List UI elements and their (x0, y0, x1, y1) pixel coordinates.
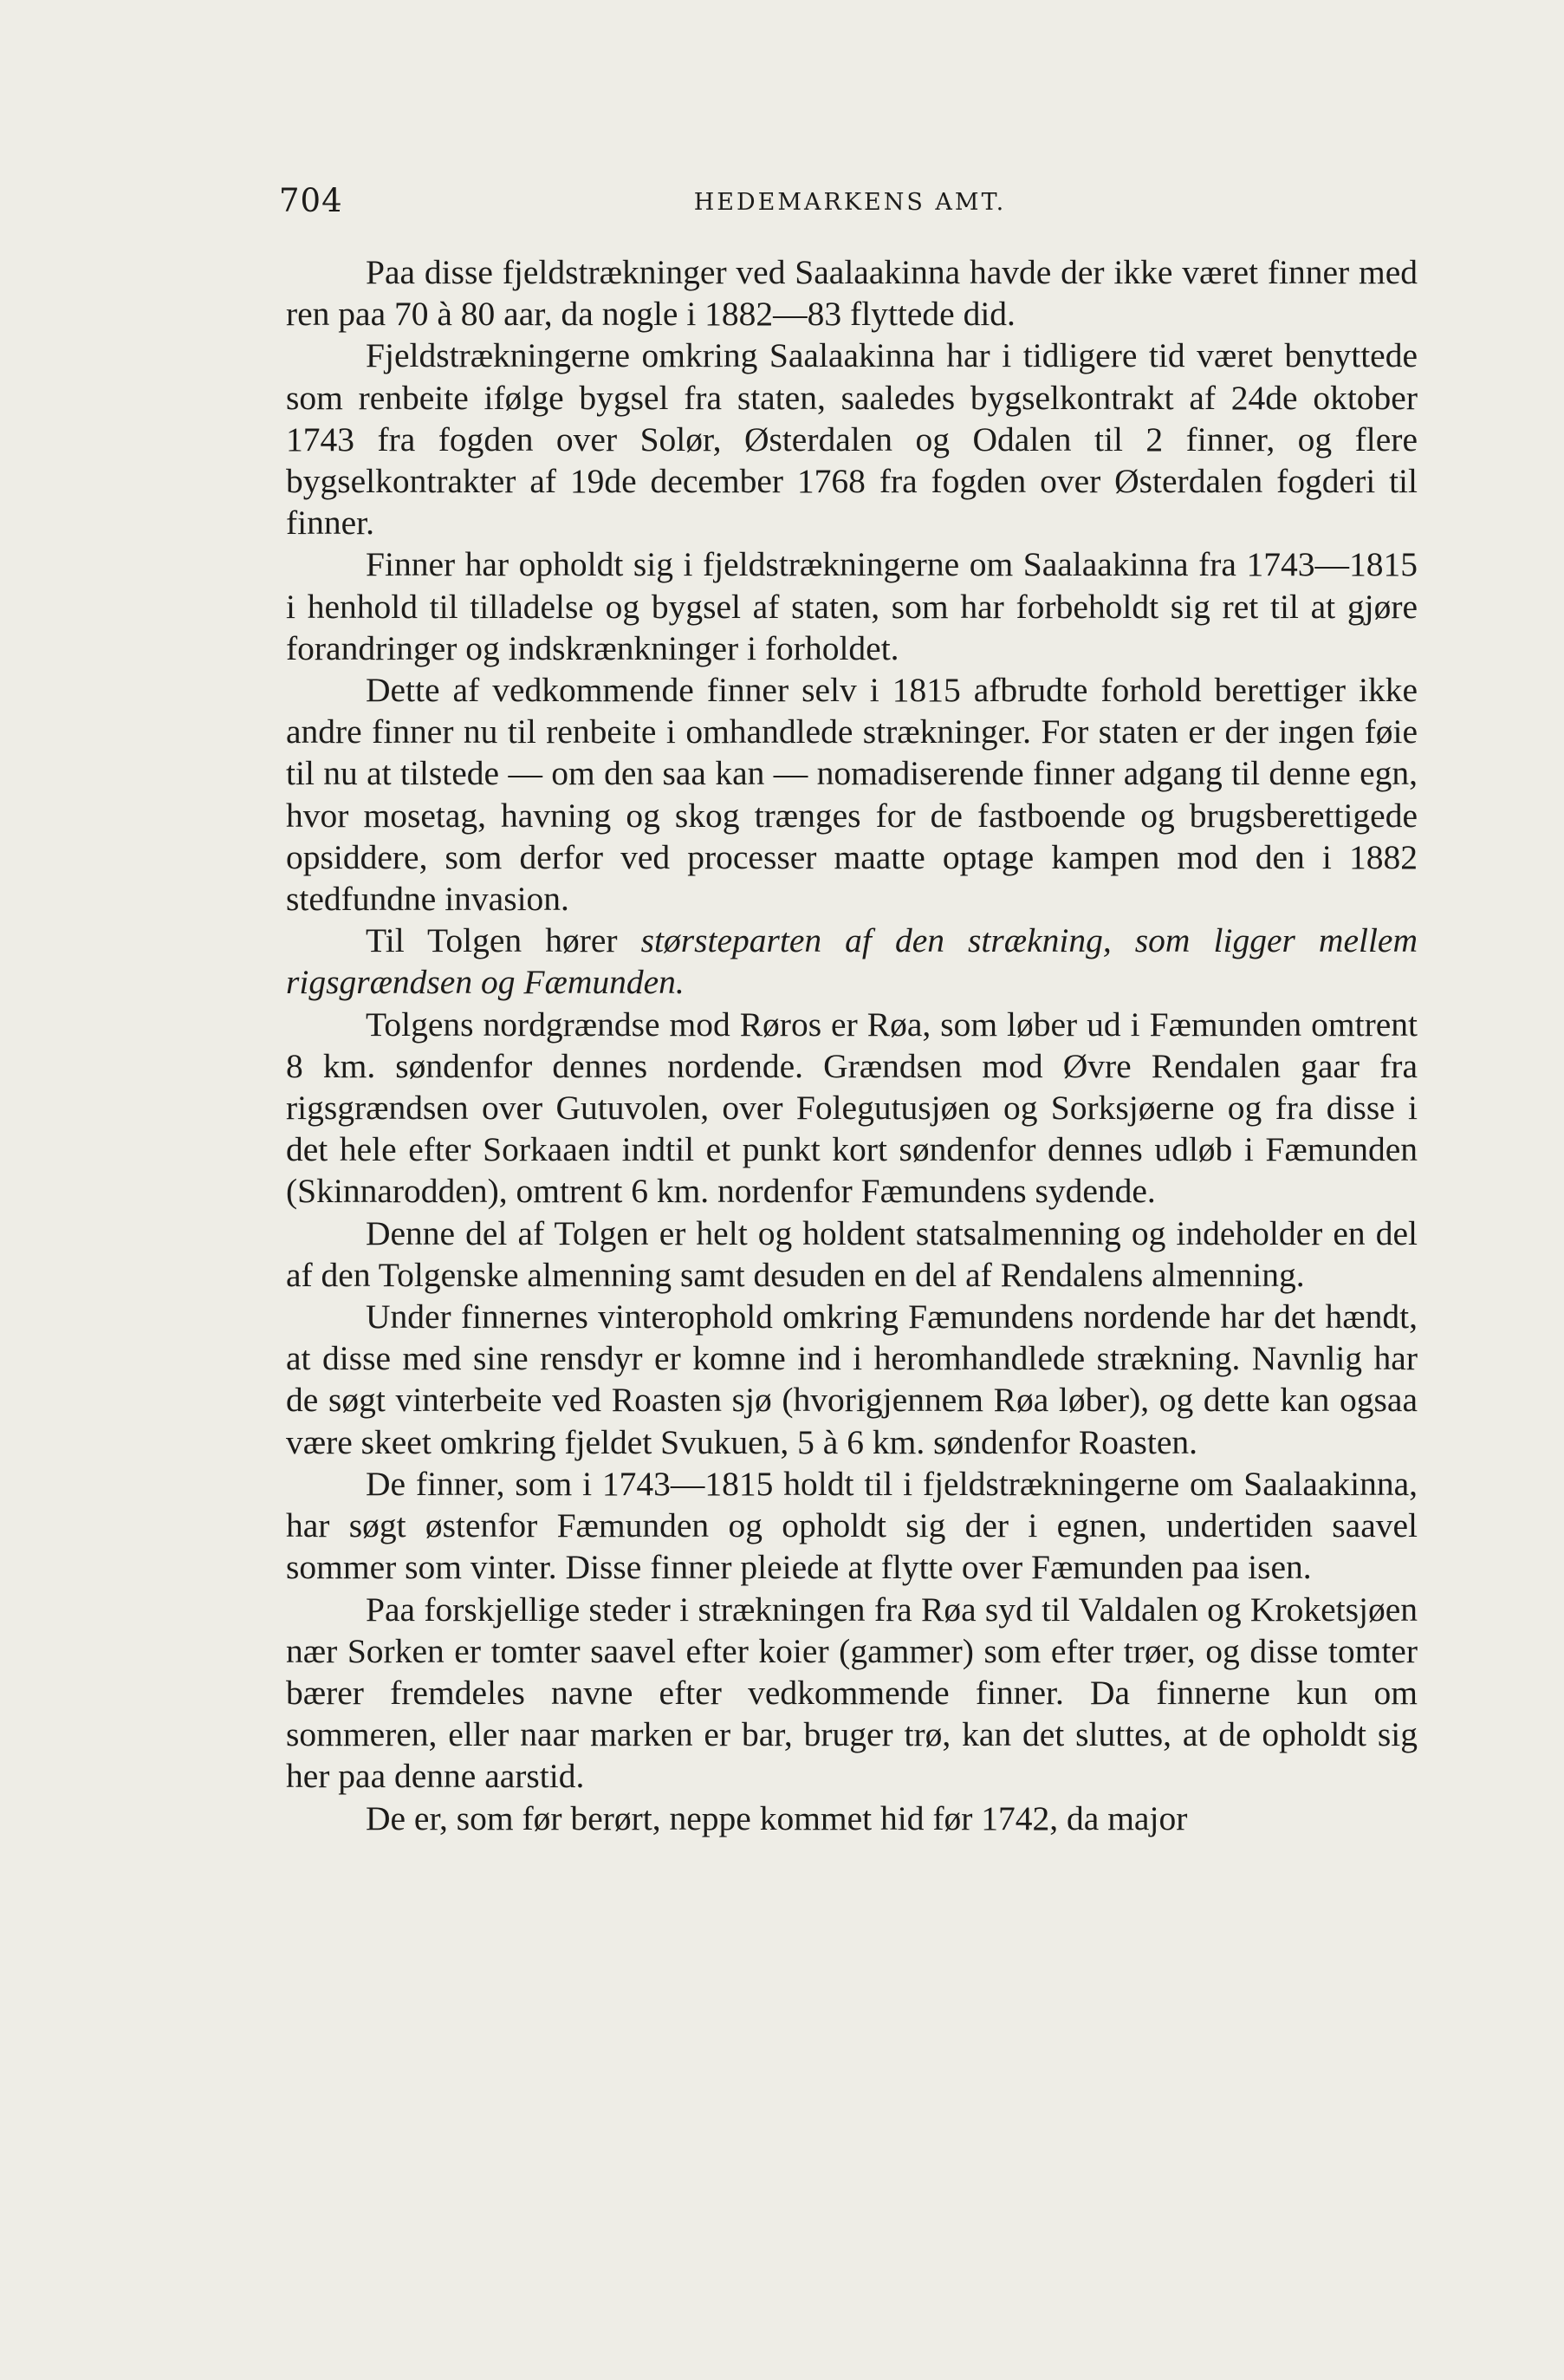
paragraph: De finner, som i 1743—1815 holdt til i fjeldstrækningerne om Saalaakinna, har søgt østenfor Fæmunden og opholdt sig der i egnen, undertiden saavel sommer som vinter. Disse finner pleiede at flytte over Fæmunden paa isen. (286, 1464, 1418, 1587)
paragraph: Denne del af Tolgen er helt og holdent statsalmenning og indeholder en del af den Tolgenske almenning samt desuden en del af Rendalens almenning. (286, 1213, 1418, 1294)
paragraph: Tolgens nordgrændse mod Røros er Røa, som løber ud i Fæmunden omtrent 8 km. søndenfor dennes nordende. Grændsen mod Øvre Rendalen gaar fra rigsgrændsen over Gutuvolen, over Folegutusjøen og Sorksjøerne og fra disse i det hele efter Sorkaaen indtil et punkt kort søndenfor dennes udløb i Fæmunden (Skinnarodden), omtrent 6 km. nordenfor Fæmundens sydende. (286, 1005, 1418, 1211)
paragraph: Paa forskjellige steder i strækningen fra Røa syd til Valdalen og Kroketsjøen nær Sorken er tomter saavel efter koier (gammer) som efter trøer, og disse tomter bærer fremdeles navne efter vedkommende finner. Da finnerne kun om sommeren, eller naar marken er bar, bruger trø, kan det sluttes, at de opholdt sig her paa denne aarstid. (286, 1590, 1418, 1796)
page-header (279, 182, 1421, 225)
running-head: HEDEMARKENS AMT. (693, 189, 1007, 216)
paragraph: Fjeldstrækningerne omkring Saalaakinna har i tidligere tid været benyttede som renbeite ifølge bygsel fra staten, saaledes bygselkontrakt af 24de oktober 1743 fra fogden over Solør, Østerdalen og Odalen til 2 finner, og flere bygselkontrakter af 19de december 1768 fra fogden over Østerdalen fogderi til finner. (286, 336, 1418, 543)
paragraph: De er, som før berørt, neppe kommet hid før 1742, da major (366, 1798, 1188, 1837)
page-number: 704 (279, 182, 343, 219)
paragraph: Finner har opholdt sig i fjeldstrækningerne om Saalaakinna fra 1743—1815 i henhold til tilladelse og bygsel af staten, som har forbeholdt sig ret til at gjøre forandringer og indskrænkninger i forholdet. (286, 545, 1418, 667)
paragraph: Dette af vedkommende finner selv i 1815 afbrudte forhold berettiger ikke andre finner nu til renbeite i omhandlede strækninger. For staten er der ingen føie til nu at tilstede — om den saa kan — nomadiserende finner adgang til denne egn, hvor mosetag, havning og skog trænges for de fastboende og brugsberettigede opsiddere, som derfor ved processer maatte optage kampen mod den i 1882 stedfundne invasion. (286, 671, 1418, 919)
body-text (286, 251, 1418, 1839)
paragraph: Paa disse fjeldstrækninger ved Saalaakinna havde der ikke været finner med ren paa 70 à 80 aar, da nogle i 1882—83 flyttede did. (286, 253, 1418, 334)
paragraph (286, 920, 1418, 1003)
paragraph-lead: Til Tolgen hører (366, 921, 641, 960)
paragraph: Under finnernes vinterophold omkring Fæmundens nordende har det hændt, at disse med sine rensdyr er komne ind i heromhandlede strækning. Navnlig har de søgt vinterbeite ved Roasten sjø (hvorigjennem Røa løber), og dette kan ogsaa være skeet omkring fjeldet Svukuen, 5 à 6 km. søndenfor Roasten. (286, 1297, 1418, 1461)
emphasized-text: størsteparten af den strækning, som ligger mellem rigsgrændsen og Fæmunden. (286, 921, 1418, 1002)
